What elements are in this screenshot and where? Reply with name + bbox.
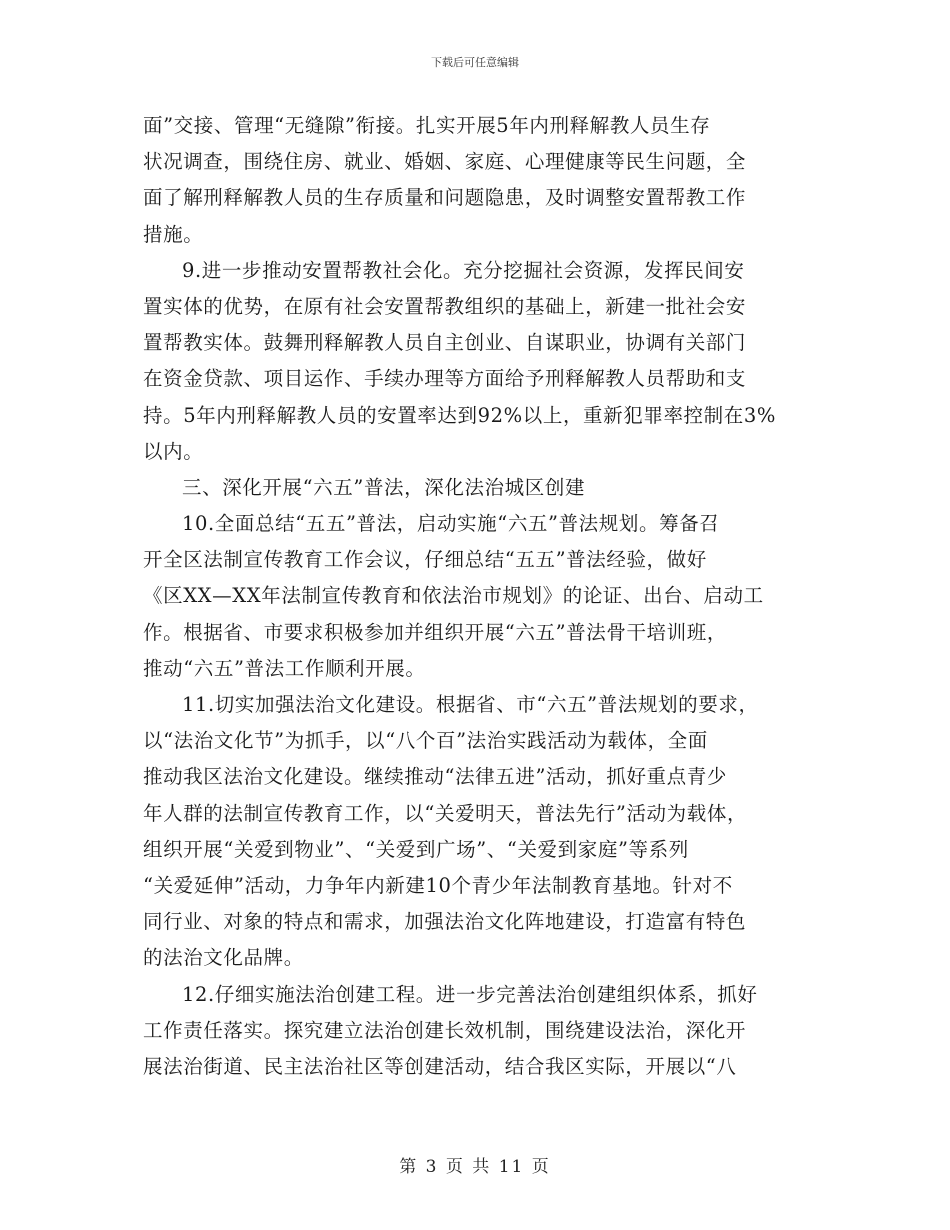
document-body — [143, 108, 811, 1085]
text-line: 组织开展“关爱到物业”、“关爱到广场”、“关爱到家庭”等系列 — [143, 837, 689, 861]
text-line: 在资金贷款、项目运作、手续办理等方面给予刑释解教人员帮助和支 — [143, 367, 747, 391]
text-line: 年人群的法制宣传教育工作，以“关爱明天，普法先行”活动为载体， — [143, 801, 748, 825]
text-line: 的法治文化品牌。 — [143, 946, 304, 970]
paragraph-start-10: 10.全面总结“五五”普法，启动实施“六五”普法规划。筹备召 — [182, 512, 720, 536]
paragraph-start-11: 11.切实加强法治文化建设。根据省、市“六五”普法规划的要求， — [182, 693, 759, 716]
text-line: 面”交接、管理“无缝隙”衔接。扎实开展5年内刑释解教人员生存 — [143, 114, 711, 137]
text-line: 开全区法制宣传教育工作会议，仔细总结“五五”普法经验，做好 — [143, 548, 707, 572]
paragraph-start-12: 12.仔细实施法治创建工程。进一步完善法治创建组织体系，抓好 — [182, 982, 758, 1006]
text-line: “关爱延伸”活动，力争年内新建10个青少年法制教育基地。针对不 — [143, 873, 733, 897]
text-line: 措施。 — [143, 222, 204, 246]
text-line: 同行业、对象的特点和需求，加强法治文化阵地建设，打造富有特色 — [143, 910, 747, 934]
text-line: 展法治街道、民主法治社区等创建活动，结合我区实际，开展以“八 — [143, 1054, 737, 1078]
text-line: 状况调查，围绕住房、就业、婚姻、家庭、心理健康等民生问题，全 — [143, 150, 747, 174]
text-line: 置帮教实体。鼓舞刑释解教人员自主创业、自谋职业，协调有关部门 — [143, 331, 747, 355]
paragraph-start-9: 9.进一步推动安置帮教社会化。充分挖掘社会资源，发挥民间安 — [182, 258, 745, 282]
text-line: 推动我区法治文化建设。继续推动“法律五进”活动，抓好重点青少 — [143, 765, 727, 789]
page-header: 下载后可任意编辑 — [431, 56, 519, 69]
text-line: 作。根据省、市要求积极参加并组织开展“六五”普法骨干培训班， — [143, 620, 727, 644]
text-line: 工作责任落实。探究建立法治创建长效机制，围绕建设法治，深化开 — [143, 1018, 747, 1042]
text-line: 持。5年内刑释解教人员的安置率达到92%以上，重新犯罪率控制在3% — [143, 403, 776, 427]
text-line: 《区XX—XX年法制宣传教育和依法治市规划》的论证、出台、启动工 — [143, 584, 764, 608]
text-line: 以内。 — [143, 439, 204, 463]
text-line: 以“法治文化节”为抓手，以“八个百”法治实践活动为载体，全面 — [143, 729, 708, 753]
page-number: 第 3 页 共 11 页 — [399, 1157, 551, 1177]
section-heading-3: 三、深化开展“六五”普法，深化法治城区创建 — [182, 475, 586, 499]
text-line: 面了解刑释解教人员的生存质量和问题隐患，及时调整安置帮教工作 — [143, 186, 747, 210]
text-line: 推动“六五”普法工作顺利开展。 — [143, 656, 426, 680]
text-line: 置实体的优势，在原有社会安置帮教组织的基础上，新建一批社会安 — [143, 294, 747, 318]
